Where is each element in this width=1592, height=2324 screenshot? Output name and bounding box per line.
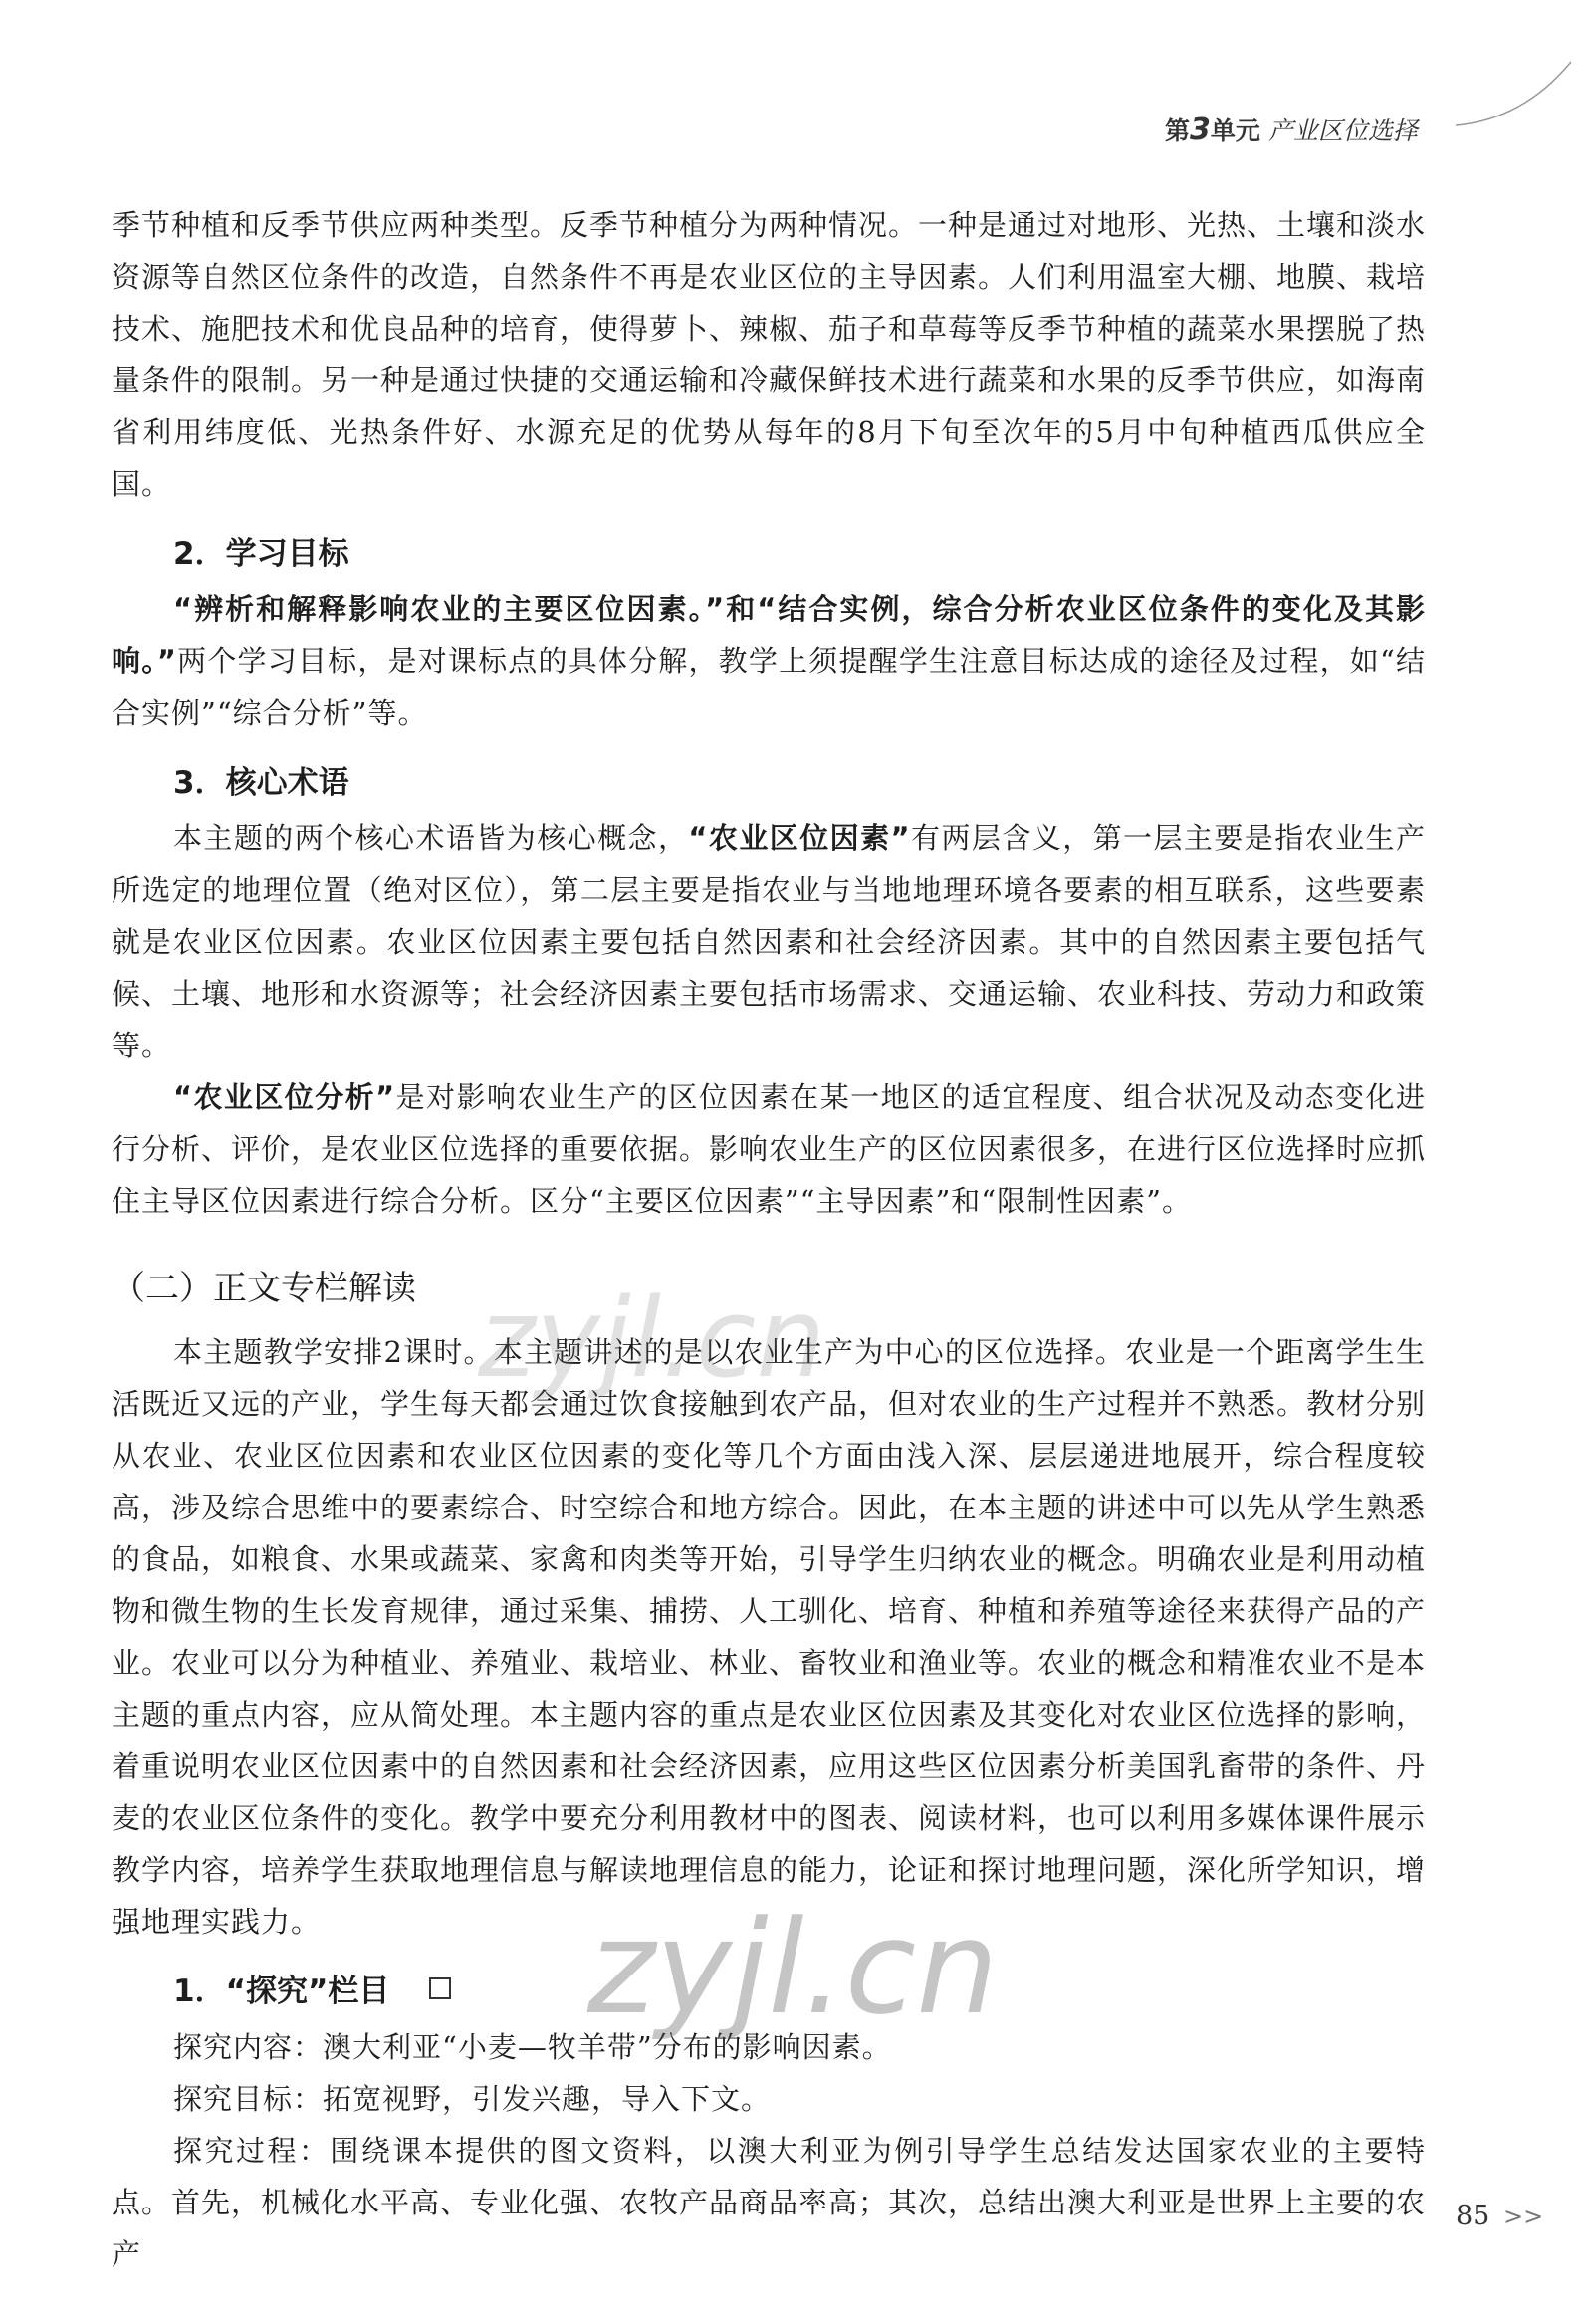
page-body [112, 199, 1426, 2280]
core-terms-lead: 本主题的两个核心术语皆为核心概念， [173, 821, 689, 855]
watermark-1: zyjl.cn [478, 1275, 826, 1402]
learning-goals-text: 两个学习目标，是对课标点的具体分解，教学上须提醒学生注意目标达成的途径及过程，如“结合实例”“综合分析”等。 [112, 644, 1426, 730]
core-terms-heading: 3．核心术语 [173, 765, 349, 801]
intro-paragraph: 季节种植和反季节供应两种类型。反季节种植分为两种情况。一种是通过对地形、光热、土壤和淡水资源等自然区位条件的改造，自然条件不再是农业区位的主导因素。人们利用温室大棚、地膜、栽培技术、施肥技术和优良品种的培育，使得萝卜、辣椒、茄子和草莓等反季节种植的蔬菜水果摆脱了热量条件的限制。另一种是通过快捷的交通运输和冷藏保鲜技术进行蔬菜和水果的反季节供应，如海南省利用纬度低、光热条件好、水源充足的优势从每年的8月下旬至次年的5月中旬种植西瓜供应全国。 [112, 208, 1427, 501]
explore-content: 探究内容：澳大利亚“小麦—牧羊带”分布的影响因素。 [173, 2030, 892, 2064]
next-page-arrow-icon: >> [1503, 2203, 1544, 2230]
main-text-paragraph: 本主题教学安排2课时。本主题讲述的是以农业生产为中心的区位选择。农业是一个距离学生生活既近又远的产业，学生每天都会通过饮食接触到农产品，但对农业的生产过程并不熟悉。教材分别从农业、农业区位因素和农业区位因素的变化等几个方面由浅入深、层层递进地展开，综合程度较高，涉及综合思维中的要素综合、时空综合和地方综合。因此，在本主题的讲述中可以先从学生熟悉的食品，如粮食、水果或蔬菜、家禽和肉类等开始，引导学生归纳农业的概念。明确农业是利用动植物和微生物的生长发育规律，通过采集、捕捞、人工驯化、培育、种植和养殖等途径来获得产品的产业。农业可以分为种植业、养殖业、栽培业、林业、畜牧业和渔业等。农业的概念和精准农业不是本主题的重点内容，应从简处理。本主题内容的重点是农业区位因素及其变化对农业区位选择的影响，着重说明农业区位因素中的自然因素和社会经济因素，应用这些区位因素分析美国乳畜带的条件、丹麦的农业区位条件的变化。教学中要充分利用教材中的图表、阅读材料，也可以利用多媒体课件展示教学内容，培养学生获取地理信息与解读地理信息的能力，论证和探讨地理问题，深化所学知识，增强地理实践力。 [112, 1335, 1427, 1939]
header-decorative-curve [1454, 60, 1573, 129]
explore-heading [173, 1966, 1426, 2017]
core-terms-paragraph-1 [112, 813, 1426, 1071]
core-terms-p1-text: 有两层含义，第一层主要是指农业生产所选定的地理位置（绝对区位），第二层主要是指农业与当地地理环境各要素的相互联系，这些要素就是农业区位因素。农业区位因素主要包括自然因素和社会经济因素。其中的自然因素主要包括气候、土壤、地形和水资源等；社会经济因素主要包括市场需求、交通运输、农业科技、劳动力和政策等。 [112, 821, 1427, 1062]
core-terms-p2-text: 是对影响农业生产的区位因素在某一地区的适宜程度、组合状况及动态变化进行分析、评价，是农业区位选择的重要依据。影响农业生产的区位因素很多，在进行区位选择时应抓住主导区位因素进行综合分析。区分“主要区位因素”“主导因素”和“限制性因素”。 [112, 1080, 1427, 1218]
unit-number: 3 [1190, 113, 1211, 147]
unit-label: 第 [1165, 116, 1191, 145]
running-header [1165, 112, 1418, 147]
checkbox-icon [429, 1977, 451, 1999]
unit-suffix: 单元 [1210, 116, 1260, 145]
learning-goals-heading: 2．学习目标 [173, 536, 349, 572]
page-number: 85 [1456, 2201, 1490, 2231]
watermark-2: zyjl.cn [587, 1892, 999, 2043]
term-agri-location-analysis: “农业区位分析” [173, 1080, 396, 1114]
learning-goals-bold: “辨析和解释影响农业的主要区位因素。”和“结合实例，综合分析农业区位条件的变化及其影响。” [112, 592, 1426, 678]
term-agri-location-factor: “农业区位因素” [688, 821, 911, 855]
explore-process: 探究过程：围绕课本提供的图文资料，以澳大利亚为例引导学生总结发达国家农业的主要特点。首先，机械化水平高、专业化强、农牧产品商品率高；其次，总结出澳大利亚是世界上主要的农产 [112, 2134, 1427, 2271]
explore-heading-text: 1．“探究”栏目 [173, 1974, 390, 2009]
main-text-heading: （二）正文专栏解读 [112, 1269, 416, 1308]
core-terms-paragraph-2 [112, 1071, 1426, 1227]
explore-goal: 探究目标：拓宽视野，引发兴趣，导入下文。 [173, 2082, 772, 2116]
unit-title: 产业区位选择 [1267, 116, 1418, 145]
learning-goals-paragraph [112, 583, 1426, 739]
